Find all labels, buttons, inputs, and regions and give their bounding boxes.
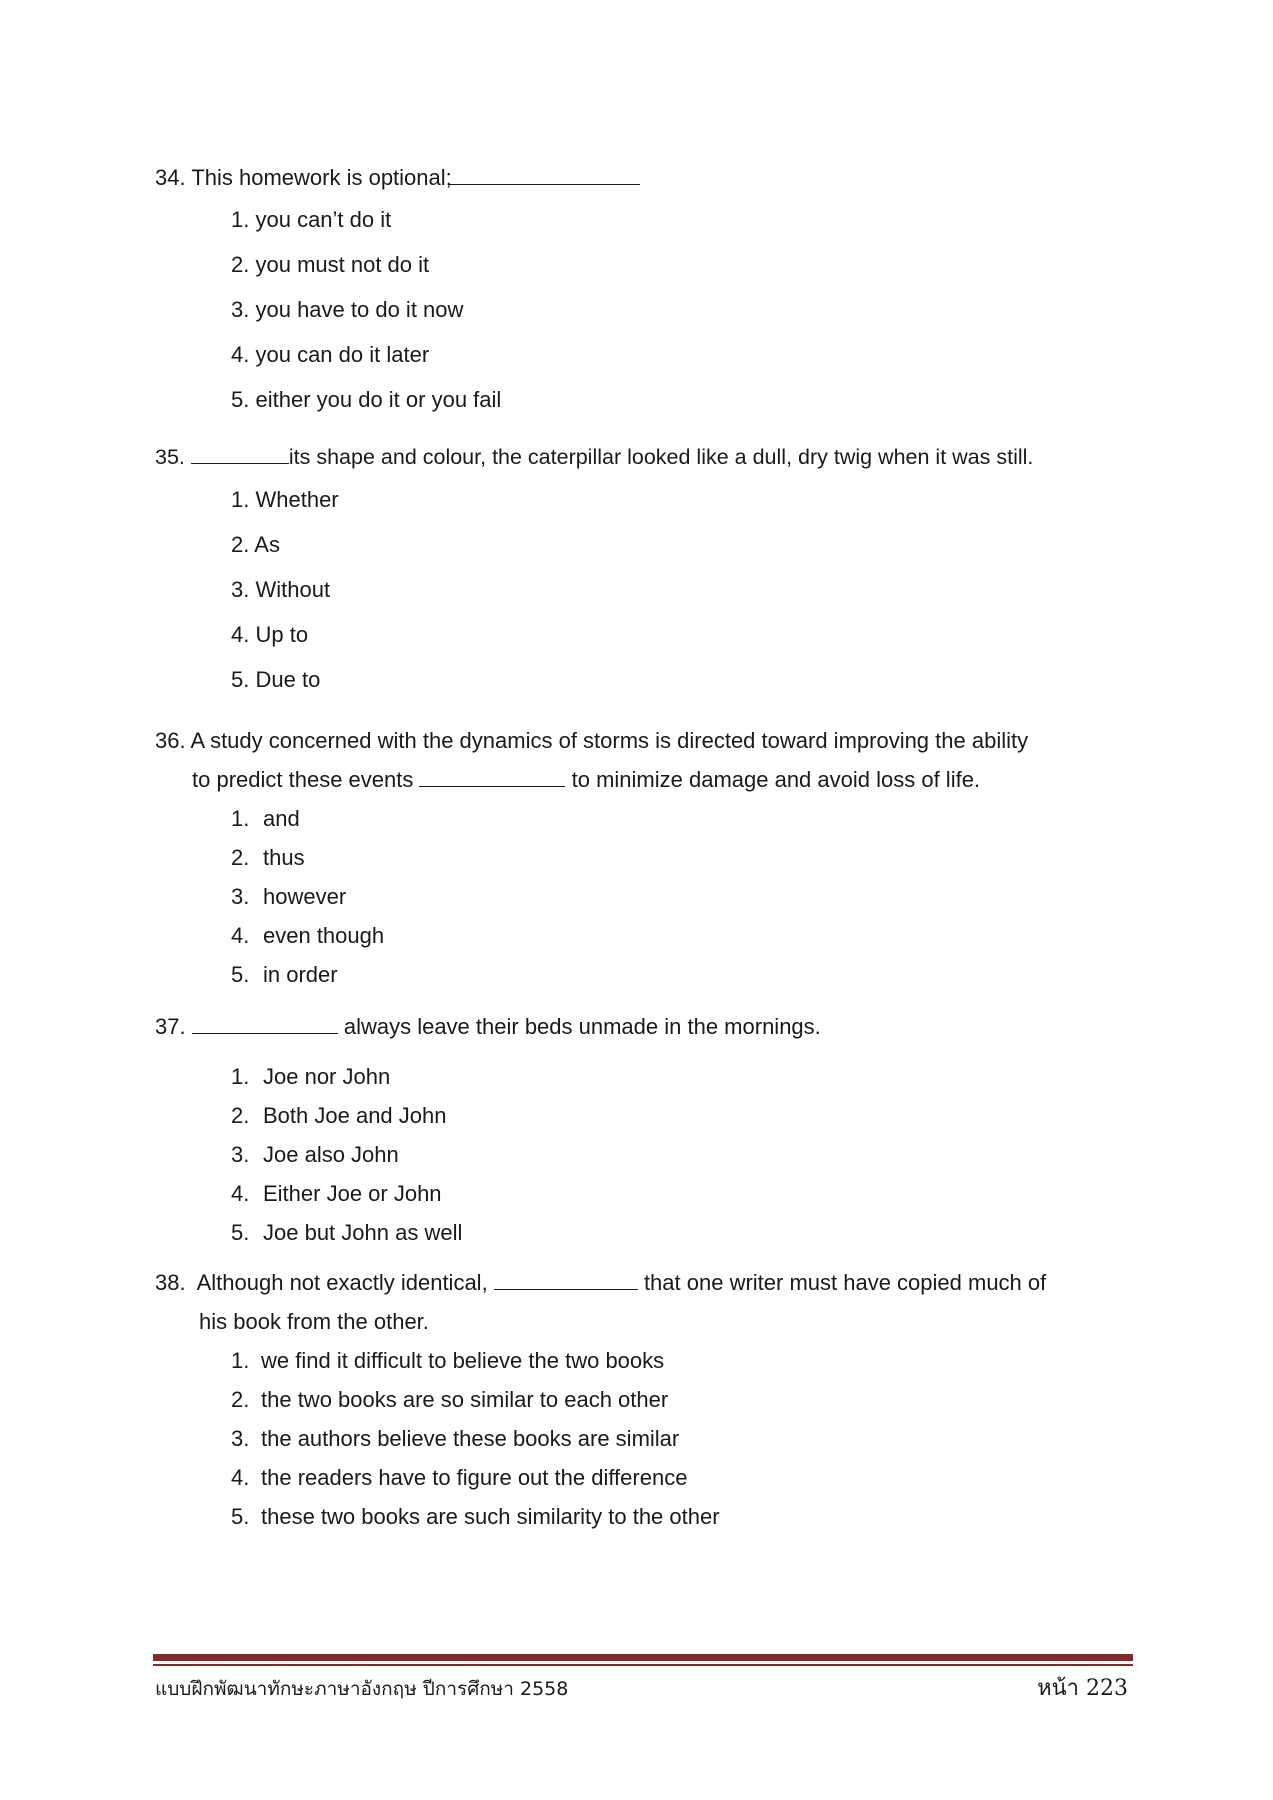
option-3 (231, 1419, 1135, 1458)
question-38 (155, 1263, 1135, 1536)
option-5 (231, 955, 1135, 994)
option-2 (231, 1096, 1135, 1135)
option-3 (231, 567, 1135, 612)
answer-blank (192, 1013, 338, 1034)
question-stem (155, 1263, 1135, 1302)
answer-blank (191, 443, 289, 464)
option-number: 1. (231, 487, 250, 512)
option-text: Joe also John (263, 1142, 399, 1167)
option-number: 1. (231, 806, 250, 831)
option-5 (231, 1497, 1135, 1536)
option-text: Either Joe or John (263, 1181, 442, 1206)
question-text: Although not exactly identical, (196, 1270, 488, 1295)
option-text: even though (263, 923, 385, 948)
answer-blank (419, 766, 565, 787)
option-text: Up to (255, 622, 309, 647)
option-number: 2. (231, 252, 250, 277)
option-3 (231, 1135, 1135, 1174)
option-number: 1. (231, 1348, 250, 1373)
option-text: the two books are so similar to each other (261, 1387, 669, 1412)
option-text: however (263, 884, 347, 909)
option-text: As (254, 532, 280, 557)
option-list (231, 197, 1135, 422)
question-number: 37. (155, 1014, 186, 1039)
question-text: A study concerned with the dynamics of storms is directed toward improving the ability (190, 728, 1029, 753)
option-list (231, 477, 1135, 702)
option-3 (231, 287, 1135, 332)
option-1 (231, 1341, 1135, 1380)
option-number: 2. (231, 1387, 250, 1412)
option-text: the readers have to figure out the difference (261, 1465, 688, 1490)
option-text: Both Joe and John (263, 1103, 447, 1128)
option-number: 3. (231, 1426, 250, 1451)
option-5 (231, 377, 1135, 422)
option-number: 5. (231, 1504, 250, 1529)
option-number: 5. (231, 667, 250, 692)
option-number: 5. (231, 387, 250, 412)
option-text: Joe but John as well (263, 1220, 463, 1245)
answer-blank (448, 164, 640, 185)
option-list (231, 799, 1135, 994)
question-text: his book from the other. (199, 1309, 429, 1334)
question-text: that one writer must have copied much of (643, 1270, 1047, 1295)
option-1 (231, 799, 1135, 838)
question-35 (155, 438, 1135, 702)
option-number: 4. (231, 342, 250, 367)
footer-rule-thick (153, 1654, 1133, 1661)
option-number: 3. (231, 1142, 250, 1167)
option-number: 4. (231, 923, 250, 948)
question-number: 38. (155, 1270, 186, 1295)
option-text: you can’t do it (255, 207, 392, 232)
question-stem (155, 438, 1135, 477)
question-stem (155, 158, 1135, 197)
option-number: 3. (231, 297, 250, 322)
footer-rule-thin (153, 1664, 1133, 1666)
question-text: to minimize damage and avoid loss of life. (571, 767, 981, 792)
option-2 (231, 838, 1135, 877)
option-1 (231, 477, 1135, 522)
option-number: 5. (231, 1220, 250, 1245)
question-stem (155, 721, 1135, 760)
question-stem (155, 1005, 1135, 1049)
option-number: 1. (231, 1064, 250, 1089)
option-text: Without (255, 577, 331, 602)
question-number: 36. (155, 728, 186, 753)
option-4 (231, 332, 1135, 377)
option-number: 4. (231, 1465, 250, 1490)
option-number: 3. (231, 577, 250, 602)
option-text: these two books are such similarity to the other (261, 1504, 720, 1529)
option-number: 5. (231, 962, 250, 987)
page-number: หน้า 223 (1037, 1676, 1128, 1701)
question-text: its shape and colour, the caterpillar looked like a dull, dry twig when it was still. (288, 445, 1034, 469)
option-4 (231, 1174, 1135, 1213)
option-number: 1. (231, 207, 250, 232)
option-2 (231, 1380, 1135, 1419)
option-text: Due to (255, 667, 321, 692)
option-5 (231, 657, 1135, 702)
option-5 (231, 1213, 1135, 1252)
option-text: Joe nor John (263, 1064, 391, 1089)
option-number: 2. (231, 532, 250, 557)
option-text: we find it difficult to believe the two books (261, 1348, 665, 1373)
option-text: Whether (255, 487, 339, 512)
option-4 (231, 612, 1135, 657)
option-number: 2. (231, 845, 250, 870)
option-1 (231, 197, 1135, 242)
footer-title: แบบฝึกพัฒนาทักษะภาษาอังกฤษ ปีการศึกษา 2558 (155, 1678, 569, 1700)
question-stem-line-2 (192, 760, 1135, 799)
option-text: you have to do it now (255, 297, 464, 322)
option-4 (231, 916, 1135, 955)
question-stem-line-2 (199, 1302, 1135, 1341)
option-1 (231, 1057, 1135, 1096)
option-text: either you do it or you fail (255, 387, 502, 412)
option-text: you must not do it (255, 252, 430, 277)
option-list (231, 1341, 1135, 1536)
question-36 (155, 721, 1135, 994)
option-number: 4. (231, 622, 250, 647)
option-list (231, 1057, 1135, 1252)
option-3 (231, 877, 1135, 916)
option-text: the authors believe these books are similar (261, 1426, 680, 1451)
option-text: you can do it later (255, 342, 430, 367)
answer-blank (494, 1269, 638, 1290)
option-2 (231, 242, 1135, 287)
option-number: 2. (231, 1103, 250, 1128)
option-number: 3. (231, 884, 250, 909)
option-text: and (263, 806, 300, 831)
question-number: 35. (155, 445, 185, 469)
question-34 (155, 158, 1135, 422)
option-text: thus (263, 845, 305, 870)
option-2 (231, 522, 1135, 567)
option-text: in order (263, 962, 338, 987)
question-37 (155, 1005, 1135, 1252)
question-text: always leave their beds unmade in the mornings. (343, 1014, 821, 1039)
question-number: 34. (155, 165, 186, 190)
option-number: 4. (231, 1181, 250, 1206)
question-text: to predict these events (192, 767, 414, 792)
question-text: This homework is optional; (191, 165, 452, 190)
option-4 (231, 1458, 1135, 1497)
